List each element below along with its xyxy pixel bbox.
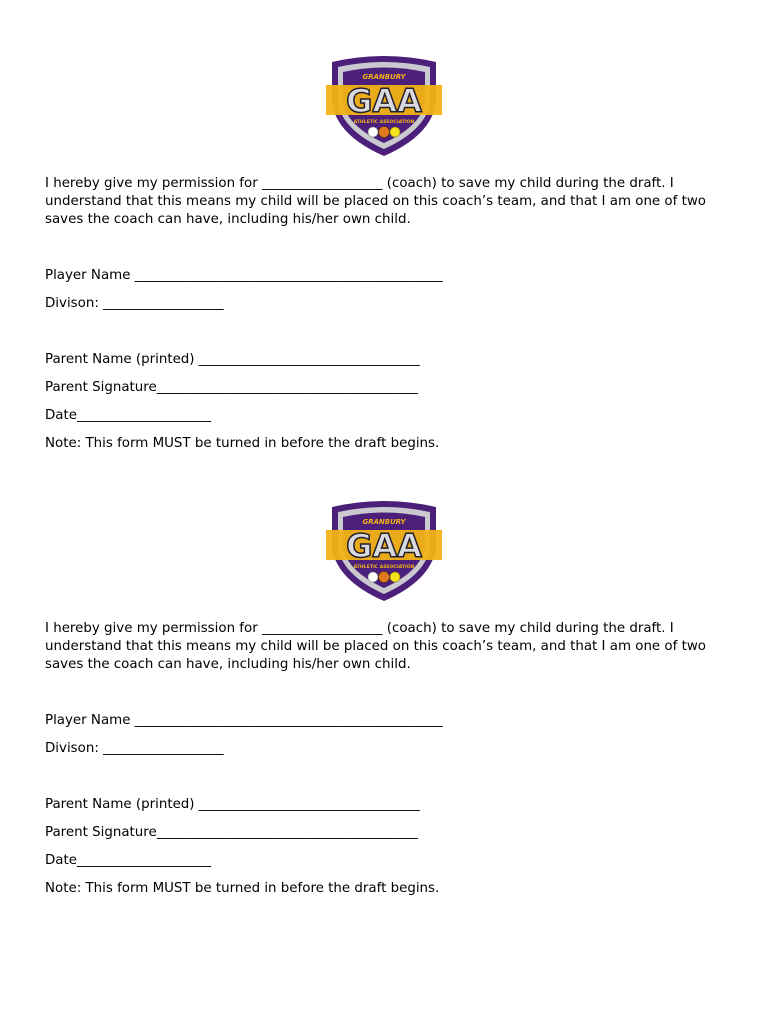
player-name-field[interactable]: Player Name ______________________________________________ [45,268,443,283]
parent-signature-field[interactable]: Parent Signature_______________________________________ [45,825,418,840]
date-field[interactable]: Date____________________ [45,853,211,868]
softball-icon [390,572,400,582]
permission-form-2 [0,445,770,896]
division-field[interactable]: Divison: __________________ [45,741,224,756]
permission-statement: I hereby give my permission for __________________ (coach) to save my child during the draft. I understand that this means my child will be placed on this coach’s team, and that I am one of two saves the coach can have, including his/her own child. [45,621,706,672]
player-name-field[interactable]: Player Name ______________________________________________ [45,713,443,728]
gaa-logo [320,497,448,603]
form-note: Note: This form MUST be turned in before the draft begins. [45,881,440,896]
permission-statement: I hereby give my permission for __________________ (coach) to save my child during the draft. I understand that this means my child will be placed on this coach’s team, and that I am one of two saves the coach can have, including his/her own child. [45,176,706,227]
logo-main-text: GAA [346,527,422,565]
permission-form-1 [0,0,770,451]
logo-main-text: GAA [346,82,422,120]
baseball-icon [368,127,378,137]
date-field[interactable]: Date____________________ [45,408,211,423]
basketball-icon [379,572,390,583]
gaa-logo [320,52,448,158]
parent-name-field[interactable]: Parent Name (printed) _________________________________ [45,797,420,812]
logo-sub-text: ATHLETIC ASSOCIATION [353,120,415,125]
logo-sub-text: ATHLETIC ASSOCIATION [353,565,415,570]
parent-name-field[interactable]: Parent Name (printed) _________________________________ [45,352,420,367]
softball-icon [390,127,400,137]
parent-signature-field[interactable]: Parent Signature_______________________________________ [45,380,418,395]
division-field[interactable]: Divison: __________________ [45,296,224,311]
logo-top-text: GRANBURY [362,73,406,81]
basketball-icon [379,127,390,138]
form-note: Note: This form MUST be turned in before the draft begins. [45,436,440,451]
logo-top-text: GRANBURY [362,518,406,526]
baseball-icon [368,572,378,582]
